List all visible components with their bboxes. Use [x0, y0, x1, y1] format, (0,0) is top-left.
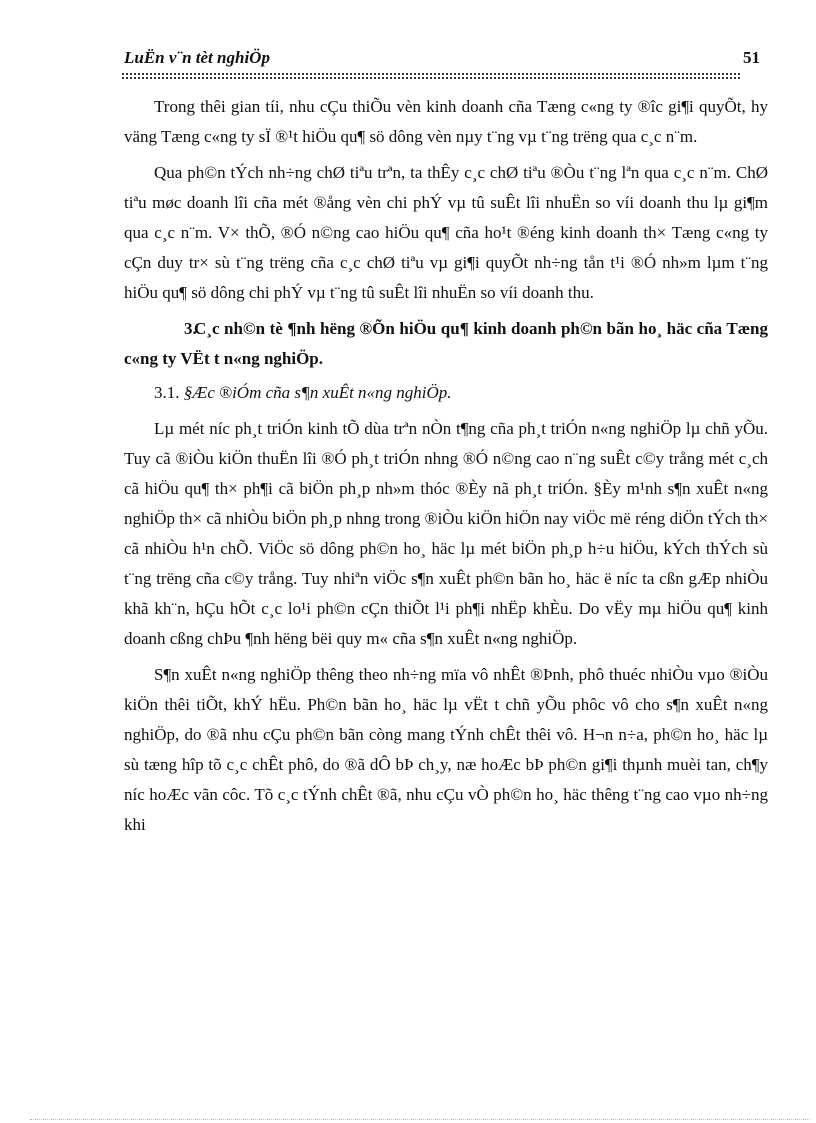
subsection-heading	[124, 378, 768, 408]
page-number: 51	[743, 48, 760, 67]
section-heading	[124, 314, 768, 374]
paragraph-4: S¶n xuÊt n«ng nghiÖp thêng theo nh÷ng mïa vô nhÊt ®Þnh, phô thuéc nhiÒu vµo ®iÒu kiÖn thêi tiÕt, khÝ hËu. Ph©n bãn ho¸ häc lµ vËt t chñ yÕu phôc vô cho s¶n xuÊt n«ng nghiÖp, do ®ã nhu cÇu ph©n bãn còng mang tÝnh chÊt thêi vô. H¬n n÷a, ph©n ho¸ häc lµ sù tæng hîp tõ c¸c chÊt phô, do ®ã dÔ bÞ ch¸y, næ hoÆc bÞ ph©n gi¶i thµnh muèi tan, ch¶y níc hoÆc vãn côc. Tõ c¸c tÝnh chÊt ®ã, nhu cÇu vÒ ph©n ho¸ häc thêng t¨ng cao vµo nh÷ng khi	[124, 665, 768, 834]
subsection-number: 3.1.	[154, 383, 180, 402]
page-header	[124, 48, 760, 74]
page-body	[124, 92, 768, 846]
section-title: C¸c nh©n tè ¶nh hëng ®Õn hiÖu qu¶ kinh doanh ph©n bãn ho¸ häc cña Tæng c«ng ty VËt t n«ng nghiÖp.	[124, 319, 768, 368]
header-divider	[122, 73, 740, 75]
paragraph-3: Lµ mét níc ph¸t triÓn kinh tÕ dùa trªn nÒn t¶ng cña ph¸t triÓn n«ng nghiÖp lµ chñ yÕu. Tuy cã ®iÒu kiÖn thuËn lîi ®Ó ph¸t triÓn nhng ®Ó n©ng cao n¨ng suÊt c©y trång mét c¸ch cã hiÖu qu¶ th× ph¶i cã biÖn ph¸p nh»m thóc ®Èy nã ph¸t triÓn. §Èy m¹nh s¶n xuÊt n«ng nghiÖp th× cã nhiÒu biÖn ph¸p nhng trong ®iÒu kiÖn hiÖn nay viÖc më réng diÖn tÝch th× cã nhiÒu h¹n chÕ. ViÖc sö dông ph©n ho¸ häc lµ mét biÖn ph¸p h÷u hiÖu, kÝch thÝch sù t¨ng trëng cña c©y trång. Tuy nhiªn viÖc s¶n xuÊt ph©n bãn ho¸ häc ë níc ta cßn gÆp nhiÒu khã kh¨n, hÇu hÕt c¸c lo¹i ph©n cÇn thiÕt l¹i ph¶i nhËp khÈu. Do vËy mµ hiÖu qu¶ kinh doanh cßng chÞu ¶nh hëng bëi quy m« cña s¶n xuÊt n«ng nghiÖp.	[124, 419, 768, 648]
paragraph-1: Trong thêi gian tíi, nhu cÇu thiÕu vèn kinh doanh cña Tæng c«ng ty ®îc gi¶i quyÕt, hy väng Tæng c«ng ty sÏ ®¹t hiÖu qu¶ sö dông vèn nµy t¨ng vµ t¨ng trëng qua c¸c n¨m.	[124, 97, 768, 146]
paragraph-2: Qua ph©n tÝch nh÷ng chØ tiªu trªn, ta thÊy c¸c chØ tiªu ®Òu t¨ng lªn qua c¸c n¨m. ChØ tiªu møc doanh lîi cña mét ®ång vèn chi phÝ vµ tû suÊt lîi nhuËn so víi doanh thu lµ gi¶m qua c¸c n¨m. V× thÕ, ®Ó n©ng cao hiÖu qu¶ cña ho¹t ®éng kinh doanh th× Tæng c«ng ty cÇn duy tr× sù t¨ng trëng cña c¸c chØ tiªu vµ gi¶i quyÕt nh÷ng tån t¹i ®Ó nh»m lµm t¨ng hiÖu qu¶ sö dông chi phÝ vµ t¨ng tû suÊt lîi nhuËn so víi doanh thu.	[124, 163, 768, 302]
header-divider-secondary	[122, 77, 740, 79]
subsection-title: §Æc ®iÓm cña s¶n xuÊt n«ng nghiÖp.	[183, 383, 452, 402]
section-number: 3.	[184, 319, 197, 338]
footer-divider	[30, 1119, 810, 1120]
header-title: LuËn v¨n tèt nghiÖp	[124, 48, 270, 67]
